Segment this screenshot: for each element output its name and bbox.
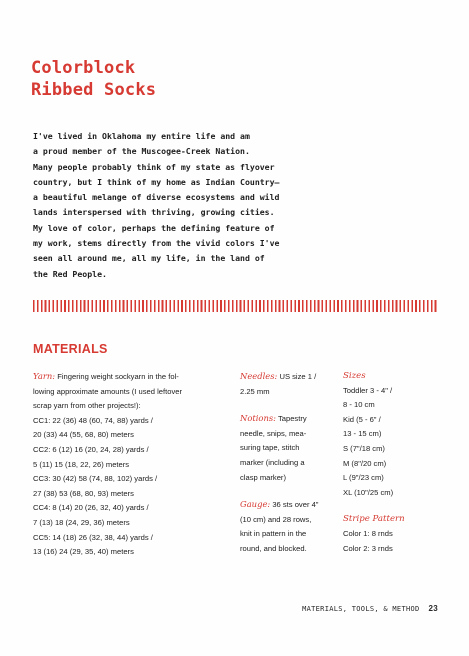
decorative-stripe-divider [33, 300, 437, 312]
spacer [343, 500, 438, 512]
spacer [240, 485, 338, 497]
yarn-line: lowing approximate amounts (I used leftover [33, 386, 182, 396]
notions-label: Notions: [240, 413, 276, 424]
yarn-line: CC1: 22 (36) 48 (60, 74, 88) yards / [33, 415, 153, 425]
notions-line: suring tape, stitch [240, 443, 300, 453]
size-line: S (7"/18 cm) [343, 443, 385, 453]
page-number: 23 [428, 604, 438, 613]
intro-line: seen all around me, all my life, in the land of [33, 253, 265, 264]
intro-line: Many people probably think of my state as flyover [33, 161, 275, 172]
sizes-heading: Sizes [343, 371, 366, 381]
stripe-line: Color 2: 3 rnds [343, 543, 393, 553]
yarn-line: CC3: 30 (42) 58 (74, 88, 102) yards / [33, 474, 158, 484]
intro-line: lands interspersed with thriving, growing cities. [33, 207, 275, 218]
needles-first-line [240, 369, 338, 385]
sizes-section [343, 369, 438, 556]
yarn-line: CC4: 8 (14) 20 (26, 32, 40) yards / [33, 503, 149, 513]
needles-text: US size 1 / [277, 372, 317, 381]
intro-line: a proud member of the Muscogee-Creek Nation. [33, 146, 250, 157]
yarn-line: CC5: 14 (18) 26 (32, 38, 44) yards / [33, 532, 153, 542]
size-line: XL (10"/25 cm) [343, 487, 394, 497]
yarn-line: 13 (16) 24 (29, 35, 40) meters [33, 547, 134, 557]
intro-line: My love of color, perhaps the defining feature of [33, 222, 275, 233]
size-line: M (8"/20 cm) [343, 458, 387, 468]
stripe-line: Color 1: 8 rnds [343, 528, 393, 538]
gauge-first-line [240, 497, 338, 513]
intro-line: my work, stems directly from the vivid colors I've [33, 238, 280, 249]
size-line: L (9"/23 cm) [343, 473, 384, 483]
spacer [240, 399, 338, 411]
needles-line: 2.25 mm [240, 386, 270, 396]
intro-line: country, but I think of my home as Indian Country— [33, 176, 280, 187]
page-footer [302, 604, 438, 613]
yarn-label: Yarn: [33, 371, 56, 381]
stripe-pattern-heading: Stripe Pattern [343, 514, 405, 525]
intro-line: a beautiful melange of diverse ecosystems and wild [33, 192, 280, 203]
intro-line: I've lived in Oklahoma my entire life and am [33, 131, 250, 141]
size-line: 8 - 10 cm [343, 400, 375, 410]
yarn-line: 5 (11) 15 (18, 22, 26) meters [33, 459, 130, 469]
gauge-line: (10 cm) and 28 rows, [240, 514, 312, 524]
yarn-first-line [33, 369, 233, 385]
size-line: Toddler 3 - 4" / [343, 385, 393, 395]
yarn-section [33, 369, 233, 560]
materials-heading: MATERIALS [33, 342, 108, 356]
gauge-line: round, and blocked. [240, 543, 307, 553]
intro-line: the Red People. [33, 268, 107, 279]
yarn-line: CC2: 6 (12) 16 (20, 24, 28) yards / [33, 444, 149, 454]
gauge-text: 36 sts over 4" [270, 500, 319, 510]
size-line: Kid (5 - 6" / [343, 414, 381, 424]
size-line: 13 - 15 cm) [343, 429, 382, 439]
tools-section [240, 369, 338, 557]
footer-section-title: MATERIALS, TOOLS, & METHOD [302, 605, 420, 613]
yarn-line: 27 (38) 53 (68, 80, 93) meters [33, 488, 134, 498]
notions-line: marker (including a [240, 457, 305, 467]
title-line-2: Ribbed Socks [31, 80, 157, 100]
yarn-line: scrap yarn from other projects!): [33, 401, 141, 411]
notions-text: Tapestry [275, 414, 307, 424]
notions-first-line [240, 411, 338, 427]
needles-label: Needles: [240, 371, 278, 381]
gauge-line: knit in pattern in the [240, 529, 307, 539]
intro-paragraph [33, 129, 443, 282]
pattern-title [31, 57, 156, 101]
notions-line: clasp marker) [240, 472, 286, 482]
yarn-line: 7 (13) 18 (24, 29, 36) meters [33, 517, 130, 527]
notions-line: needle, snips, mea- [240, 428, 307, 438]
yarn-line: 20 (33) 44 (55, 68, 80) meters [33, 430, 134, 440]
title-line-1: Colorblock [31, 58, 136, 78]
gauge-label: Gauge: [240, 499, 271, 510]
yarn-line: Fingering weight sockyarn in the fol- [55, 372, 179, 381]
